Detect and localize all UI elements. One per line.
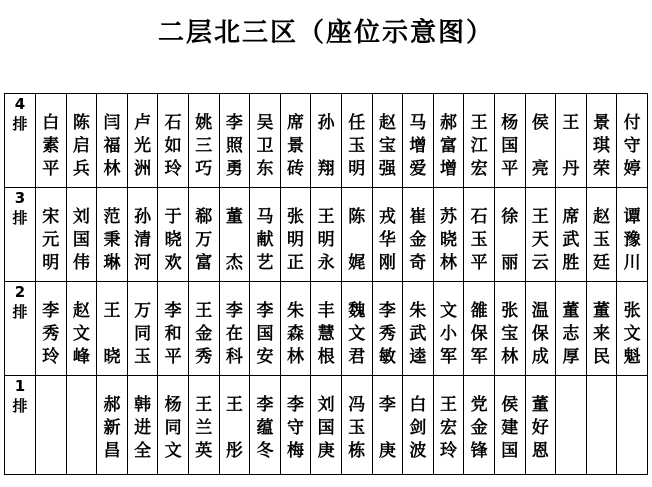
seat-cell bbox=[188, 188, 219, 282]
seat-name: 朱 森 林 bbox=[287, 301, 305, 367]
seat-cell bbox=[97, 94, 128, 188]
seat-cell bbox=[250, 376, 281, 475]
seat-cell bbox=[66, 94, 97, 188]
seat-name: 席 武 胜 bbox=[562, 207, 580, 273]
seat-cell bbox=[341, 376, 372, 475]
seat-name: 陈 娓 bbox=[348, 207, 366, 273]
seat-name: 宋 元 明 bbox=[42, 207, 60, 273]
row-label bbox=[5, 282, 36, 376]
seat-cell bbox=[36, 188, 67, 282]
seat-name: 张 宝 林 bbox=[501, 301, 519, 367]
seat-cell bbox=[341, 94, 372, 188]
seat-cell bbox=[494, 282, 525, 376]
seat-row-2 bbox=[5, 282, 648, 376]
seat-name: 李 和 平 bbox=[164, 301, 182, 367]
seat-cell bbox=[97, 188, 128, 282]
seat-name bbox=[36, 376, 66, 394]
seat-cell bbox=[97, 376, 128, 475]
seat-cell bbox=[127, 282, 158, 376]
seat-cell bbox=[280, 282, 311, 376]
row-label bbox=[5, 188, 36, 282]
seat-cell bbox=[525, 188, 556, 282]
seat-cell bbox=[586, 188, 617, 282]
seat-name: 张 文 魁 bbox=[623, 301, 641, 367]
seat-cell bbox=[494, 94, 525, 188]
seat-name: 李 蕴 冬 bbox=[256, 395, 274, 461]
seat-name: 王 金 秀 bbox=[195, 301, 213, 367]
seat-cell bbox=[556, 282, 587, 376]
seat-cell bbox=[219, 94, 250, 188]
seat-name: 赵 玉 廷 bbox=[592, 207, 610, 273]
seat-name: 韩 进 全 bbox=[134, 395, 152, 461]
seat-name: 马 增 爱 bbox=[409, 113, 427, 179]
seat-name bbox=[617, 376, 647, 394]
row-label-word: 排 bbox=[12, 397, 28, 415]
seat-cell bbox=[617, 282, 648, 376]
seat-cell bbox=[188, 376, 219, 475]
seat-cell bbox=[127, 188, 158, 282]
seat-cell bbox=[556, 376, 587, 475]
seat-cell bbox=[36, 282, 67, 376]
seat-cell bbox=[525, 282, 556, 376]
seat-name: 杨 国 平 bbox=[501, 113, 519, 179]
seat-name: 闫 福 林 bbox=[103, 113, 121, 179]
seat-cell bbox=[494, 188, 525, 282]
seat-cell bbox=[280, 188, 311, 282]
seat-name: 马 献 艺 bbox=[256, 207, 274, 273]
seat-name: 郗 万 富 bbox=[195, 207, 213, 273]
seat-name: 董 杰 bbox=[225, 207, 243, 273]
seat-name bbox=[587, 376, 617, 394]
seat-cell bbox=[36, 94, 67, 188]
seat-name: 任 玉 明 bbox=[348, 113, 366, 179]
seat-name: 徐 丽 bbox=[501, 207, 519, 273]
seat-cell bbox=[372, 282, 403, 376]
seat-cell bbox=[556, 94, 587, 188]
seat-cell bbox=[403, 94, 434, 188]
seat-cell bbox=[188, 94, 219, 188]
seat-name: 石 如 玲 bbox=[164, 113, 182, 179]
seat-name: 李 国 安 bbox=[256, 301, 274, 367]
seat-name: 李 秀 敏 bbox=[378, 301, 396, 367]
seat-cell bbox=[158, 94, 189, 188]
seat-cell bbox=[372, 94, 403, 188]
seat-cell bbox=[464, 94, 495, 188]
seat-name: 景 琪 荣 bbox=[592, 113, 610, 179]
seat-cell bbox=[464, 188, 495, 282]
seat-cell bbox=[219, 376, 250, 475]
seat-name: 董 好 恩 bbox=[531, 395, 549, 461]
seat-name: 范 秉 琳 bbox=[103, 207, 121, 273]
seat-cell bbox=[250, 188, 281, 282]
seat-cell bbox=[433, 94, 464, 188]
seat-cell bbox=[280, 94, 311, 188]
seat-cell bbox=[586, 376, 617, 475]
seat-cell bbox=[617, 94, 648, 188]
seat-cell bbox=[525, 94, 556, 188]
seat-name: 陈 启 兵 bbox=[72, 113, 90, 179]
row-label bbox=[5, 94, 36, 188]
seat-name: 席 景 砖 bbox=[287, 113, 305, 179]
seat-name: 冯 玉 栋 bbox=[348, 395, 366, 461]
seat-cell bbox=[433, 282, 464, 376]
seat-cell bbox=[97, 282, 128, 376]
seat-name: 雒 保 军 bbox=[470, 301, 488, 367]
seat-name: 党 金 锋 bbox=[470, 395, 488, 461]
seat-cell bbox=[158, 376, 189, 475]
seat-cell bbox=[341, 282, 372, 376]
seat-cell bbox=[280, 376, 311, 475]
seat-cell bbox=[372, 376, 403, 475]
seat-name: 王 彤 bbox=[225, 395, 243, 461]
seat-name: 刘 国 庚 bbox=[317, 395, 335, 461]
seat-cell bbox=[66, 188, 97, 282]
row-label-word: 排 bbox=[12, 303, 28, 321]
page-title: 二层北三区（座位示意图） bbox=[157, 18, 494, 48]
seat-name: 朱 武 逵 bbox=[409, 301, 427, 367]
seat-cell bbox=[586, 282, 617, 376]
seat-cell bbox=[464, 376, 495, 475]
seat-name: 付 守 婷 bbox=[623, 113, 641, 179]
seat-cell bbox=[494, 376, 525, 475]
seat-cell bbox=[341, 188, 372, 282]
seat-cell bbox=[66, 376, 97, 475]
seat-cell bbox=[127, 94, 158, 188]
row-label-word: 排 bbox=[12, 209, 28, 227]
seat-name: 董 志 厚 bbox=[562, 301, 580, 367]
seat-name: 刘 国 伟 bbox=[72, 207, 90, 273]
seat-cell bbox=[525, 376, 556, 475]
seat-cell bbox=[311, 94, 342, 188]
seat-cell bbox=[372, 188, 403, 282]
seat-cell bbox=[219, 282, 250, 376]
seat-cell bbox=[250, 94, 281, 188]
seating-chart bbox=[4, 93, 648, 475]
seat-name: 石 玉 平 bbox=[470, 207, 488, 273]
seat-cell bbox=[158, 282, 189, 376]
seat-name: 侯 亮 bbox=[531, 113, 549, 179]
seat-name: 魏 文 君 bbox=[348, 301, 366, 367]
seat-name: 张 明 正 bbox=[287, 207, 305, 273]
row-label-number: 2 bbox=[14, 283, 26, 301]
seat-name: 崔 金 奇 bbox=[409, 207, 427, 273]
seat-name: 赵 文 峰 bbox=[72, 301, 90, 367]
row-label-number: 4 bbox=[14, 95, 26, 113]
seat-cell bbox=[36, 376, 67, 475]
seat-name: 杨 同 文 bbox=[164, 395, 182, 461]
seat-cell bbox=[311, 282, 342, 376]
seat-cell bbox=[66, 282, 97, 376]
seat-row-1 bbox=[5, 376, 648, 475]
seat-name: 董 来 民 bbox=[592, 301, 610, 367]
seat-row-4 bbox=[5, 94, 648, 188]
seat-cell bbox=[617, 188, 648, 282]
seat-name: 白 剑 波 bbox=[409, 395, 427, 461]
seat-name: 卢 光 洲 bbox=[134, 113, 152, 179]
seat-cell bbox=[556, 188, 587, 282]
seat-name: 丰 慧 根 bbox=[317, 301, 335, 367]
seat-name: 郝 富 增 bbox=[440, 113, 458, 179]
seat-name: 于 晓 欢 bbox=[164, 207, 182, 273]
seat-cell bbox=[433, 376, 464, 475]
seat-name: 王 晓 bbox=[103, 301, 121, 367]
seat-row-3 bbox=[5, 188, 648, 282]
seat-cell bbox=[433, 188, 464, 282]
row-label bbox=[5, 376, 36, 475]
seat-name: 温 保 成 bbox=[531, 301, 549, 367]
seat-cell bbox=[586, 94, 617, 188]
seat-cell bbox=[250, 282, 281, 376]
seat-name: 王 兰 英 bbox=[195, 395, 213, 461]
seat-name: 李 照 勇 bbox=[225, 113, 243, 179]
seat-name: 郝 新 昌 bbox=[103, 395, 121, 461]
seat-cell bbox=[403, 188, 434, 282]
seat-name: 苏 晓 林 bbox=[440, 207, 458, 273]
seat-cell bbox=[311, 188, 342, 282]
seat-name: 王 丹 bbox=[562, 113, 580, 179]
seat-cell bbox=[403, 376, 434, 475]
seat-name: 王 天 云 bbox=[531, 207, 549, 273]
seat-name: 孙 清 河 bbox=[134, 207, 152, 273]
seat-name: 李 秀 玲 bbox=[42, 301, 60, 367]
seat-cell bbox=[403, 282, 434, 376]
seat-name: 王 江 宏 bbox=[470, 113, 488, 179]
seat-name: 李 在 科 bbox=[225, 301, 243, 367]
seat-cell bbox=[311, 376, 342, 475]
seat-name: 孙 翔 bbox=[317, 113, 335, 179]
row-label-number: 1 bbox=[14, 377, 26, 395]
seat-name: 谭 豫 川 bbox=[623, 207, 641, 273]
seat-name: 戎 华 刚 bbox=[378, 207, 396, 273]
seat-name: 姚 三 巧 bbox=[195, 113, 213, 179]
seat-name: 赵 宝 强 bbox=[378, 113, 396, 179]
seat-name: 王 明 永 bbox=[317, 207, 335, 273]
seat-cell bbox=[617, 376, 648, 475]
seat-name: 万 同 玉 bbox=[134, 301, 152, 367]
seat-name bbox=[556, 376, 586, 394]
row-label-number: 3 bbox=[14, 189, 26, 207]
seat-cell bbox=[188, 282, 219, 376]
seat-name: 李 守 梅 bbox=[287, 395, 305, 461]
seat-name bbox=[67, 376, 97, 394]
seat-cell bbox=[127, 376, 158, 475]
seat-name: 文 小 军 bbox=[440, 301, 458, 367]
row-label-word: 排 bbox=[12, 115, 28, 133]
seat-cell bbox=[219, 188, 250, 282]
seat-name: 王 宏 玲 bbox=[440, 395, 458, 461]
seat-name: 侯 建 国 bbox=[501, 395, 519, 461]
seat-name: 李 庚 bbox=[378, 395, 396, 461]
seat-name: 吴 卫 东 bbox=[256, 113, 274, 179]
seat-name: 白 素 平 bbox=[42, 113, 60, 179]
seat-cell bbox=[158, 188, 189, 282]
seat-cell bbox=[464, 282, 495, 376]
